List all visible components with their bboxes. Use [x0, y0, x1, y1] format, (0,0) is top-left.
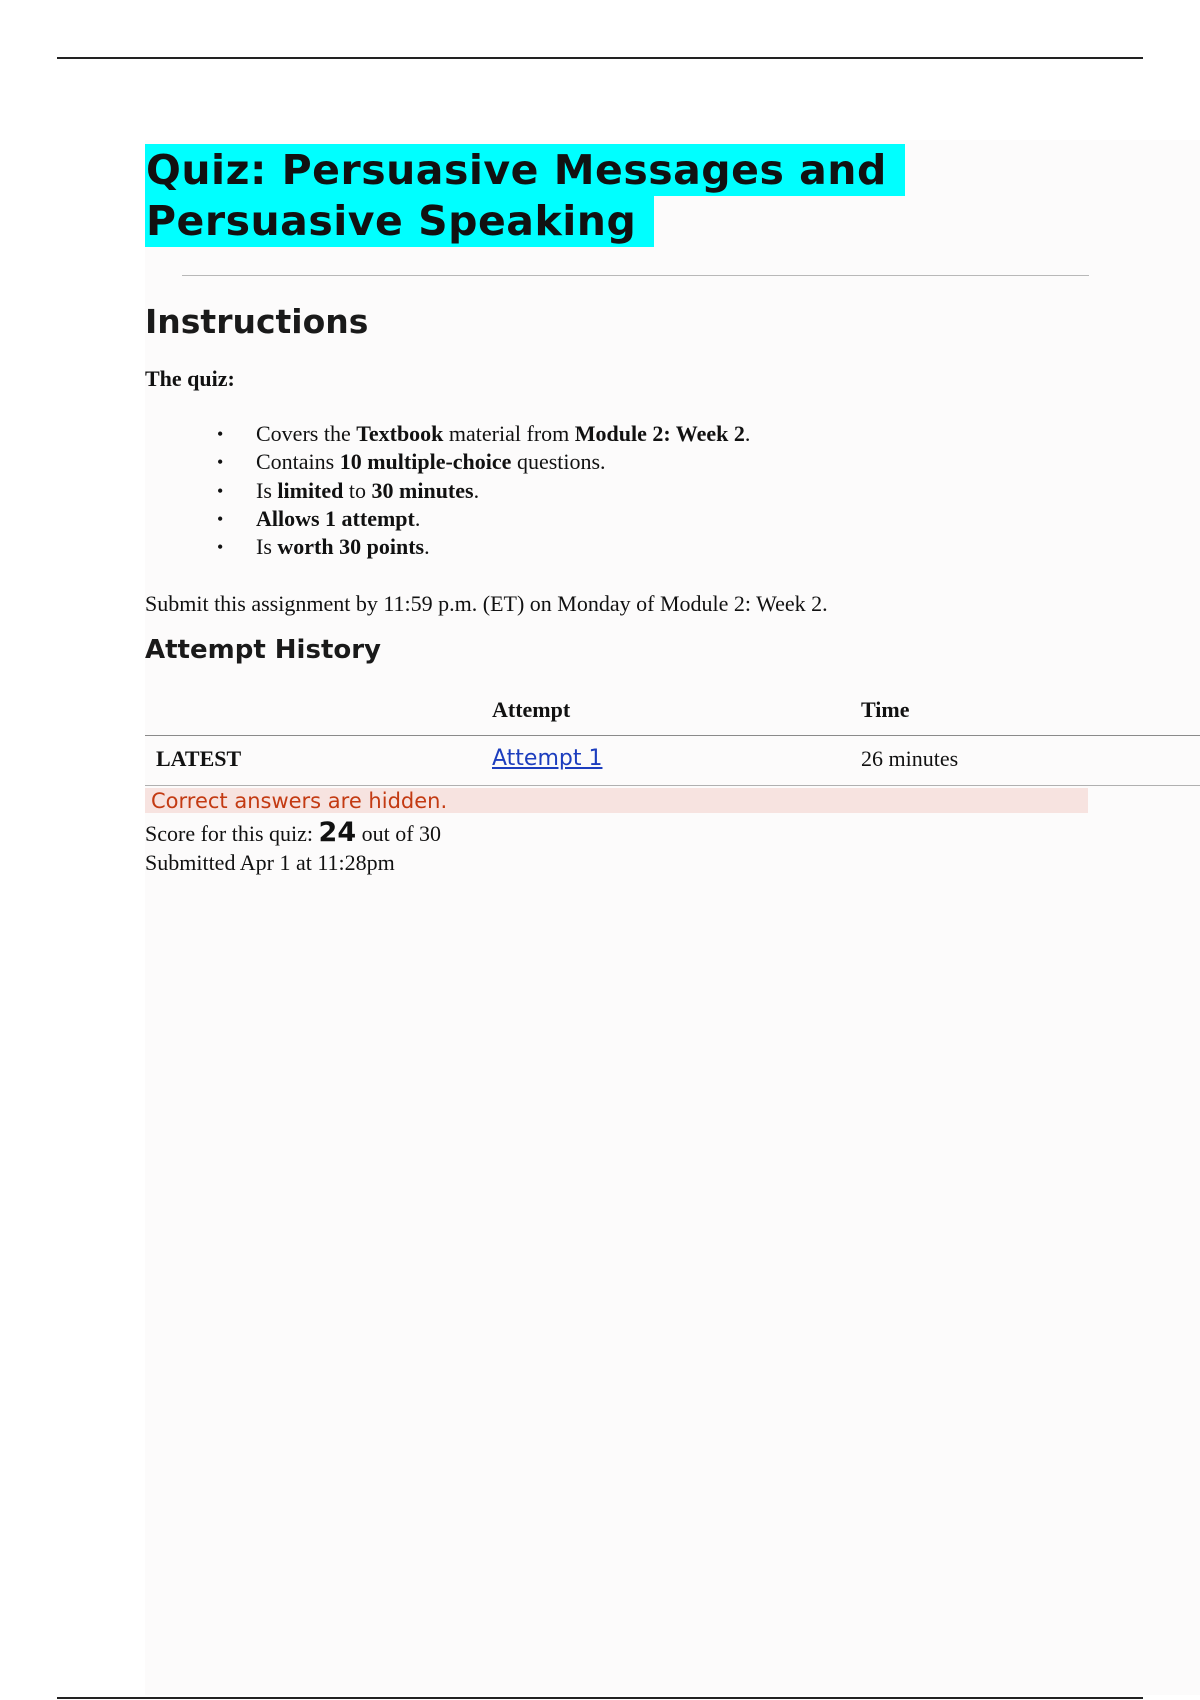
bullet-text: Covers the: [256, 421, 357, 446]
quiz-title-highlight: [145, 144, 905, 247]
bullet-bold: Textbook: [356, 421, 444, 446]
bullet-text: Is: [256, 477, 278, 503]
instructions-lead: The quiz:: [145, 366, 235, 391]
score-prefix: Score for this quiz:: [145, 821, 319, 846]
list-item: [145, 505, 750, 533]
top-rule: [57, 57, 1143, 59]
attempt-1-link[interactable]: Attempt 1: [492, 746, 603, 771]
content-panel: [145, 140, 1200, 1695]
list-item: [145, 533, 750, 561]
header-divider: [145, 735, 1200, 736]
title-divider: [182, 275, 1089, 276]
bullet-bold: 30 minutes: [371, 477, 474, 503]
list-item: [145, 420, 750, 448]
bullet-bold: worth 30 points: [277, 534, 425, 560]
bullet-bold: Module 2: Week 2: [574, 421, 745, 446]
bullet-text: Is: [256, 534, 278, 560]
quiz-title-line-1: Quiz: Persuasive Messages and: [146, 146, 887, 194]
instructions-heading: Instructions: [145, 302, 369, 341]
attempt-table: [145, 690, 1200, 787]
submitted-timestamp: Submitted Apr 1 at 11:28pm: [145, 850, 395, 875]
attempt-history-heading: Attempt History: [145, 635, 382, 665]
quiz-title-line-2: Persuasive Speaking: [146, 197, 637, 245]
bullet-icon: •: [217, 508, 224, 529]
bullet-text: .: [414, 505, 421, 531]
row-divider: [145, 785, 1200, 786]
list-item: [145, 477, 750, 505]
bottom-rule: [57, 1697, 1143, 1699]
bullet-bold: Allows 1 attempt: [256, 505, 415, 531]
score-suffix: out of 30: [356, 821, 442, 846]
column-header-attempt: Attempt: [492, 697, 571, 722]
bullet-bold: limited: [277, 477, 344, 503]
deadline-text: Submit this assignment by 11:59 p.m. (ET) on Monday of Module 2: Week 2.: [145, 591, 828, 616]
row-label-latest: LATEST: [156, 746, 242, 771]
list-item: [145, 448, 750, 476]
quiz-score: [145, 819, 441, 848]
bullet-icon: •: [217, 537, 224, 558]
score-value: 24: [318, 817, 357, 848]
bullet-text: material from: [443, 421, 575, 446]
column-header-time: Time: [861, 697, 910, 722]
bullet-bold: 10 multiple-choice: [339, 449, 512, 475]
bullet-icon: •: [217, 424, 224, 444]
instructions-list: [145, 420, 750, 561]
bullet-icon: •: [217, 452, 224, 473]
bullet-text: questions.: [511, 449, 606, 475]
bullet-text: .: [473, 477, 480, 503]
answers-hidden-notice: [145, 788, 1088, 813]
bullet-text: .: [744, 421, 751, 446]
bullet-text: to: [343, 477, 372, 503]
attempt-duration: 26 minutes: [861, 746, 959, 771]
bullet-text: Contains: [256, 449, 340, 475]
quiz-title: [145, 145, 945, 247]
answers-hidden-text: Correct answers are hidden.: [151, 789, 448, 813]
bullet-text: .: [424, 534, 430, 560]
bullet-icon: •: [217, 480, 224, 501]
